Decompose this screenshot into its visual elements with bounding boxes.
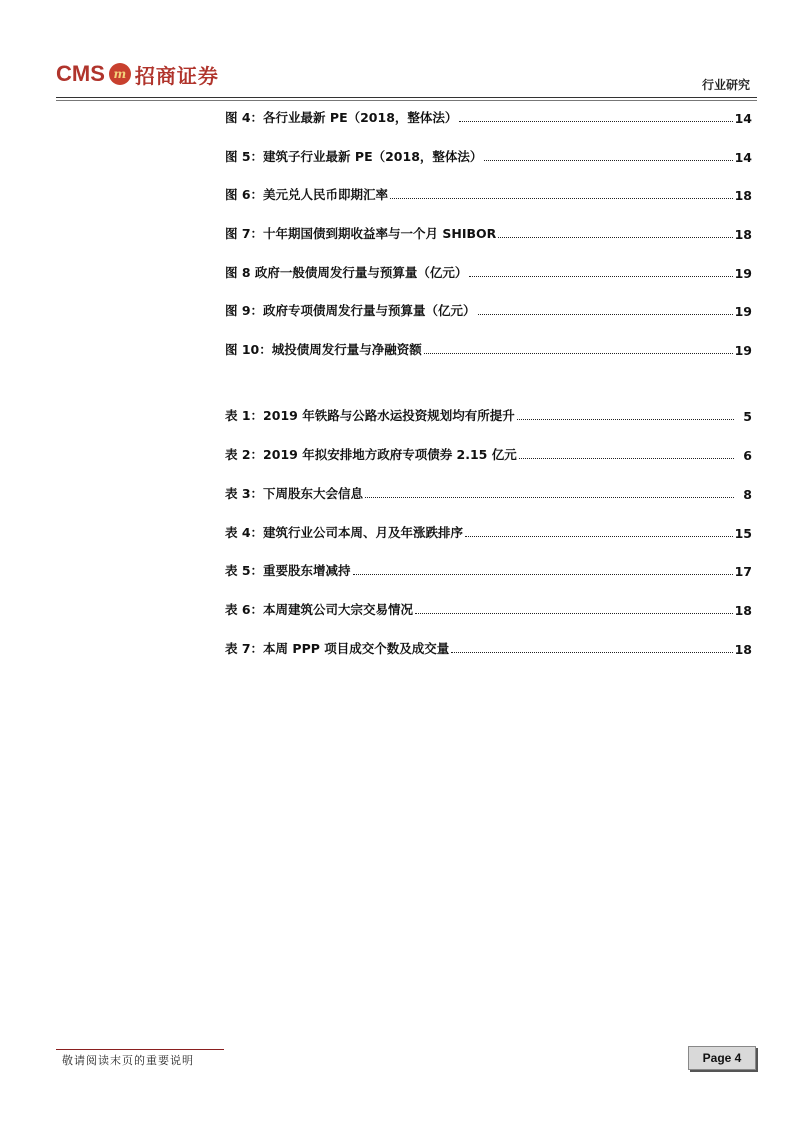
toc-entry-table-2[interactable] [225, 445, 752, 463]
toc-leader-dots [484, 160, 732, 161]
toc-leader-dots [517, 419, 734, 420]
toc-page-number: 19 [734, 266, 752, 281]
toc-page-number: 14 [734, 150, 752, 165]
toc-entry-figure-9[interactable] [225, 301, 752, 319]
header-divider-thin [56, 100, 757, 101]
toc-entry-label: 图 4：各行业最新 PE（2018，整体法） [225, 110, 458, 125]
toc-entry-table-6[interactable] [225, 600, 752, 618]
toc-page-number: 19 [734, 343, 752, 358]
toc-leader-dots [459, 121, 732, 122]
toc-entry-table-5[interactable] [225, 561, 752, 579]
toc-entry-figure-10[interactable] [225, 340, 752, 358]
toc-entry-label: 表 7：本周 PPP 项目成交个数及成交量 [225, 641, 450, 656]
toc-page-number: 8 [743, 487, 752, 502]
toc-entry-label: 图 7：十年期国债到期收益率与一个月 SHIBOR [225, 226, 497, 241]
toc-leader-dots [465, 536, 733, 537]
toc-page-number: 18 [734, 227, 752, 242]
toc-page-number: 17 [734, 564, 752, 579]
toc-entry-figure-4[interactable] [225, 108, 752, 126]
toc-entry-label: 图 5：建筑子行业最新 PE（2018，整体法） [225, 149, 483, 164]
toc-page-number: 18 [734, 603, 752, 618]
toc-entry-figure-5[interactable] [225, 147, 752, 165]
toc-page-number: 5 [743, 409, 752, 424]
toc-entry-table-1[interactable] [225, 406, 752, 424]
toc-entry-table-7[interactable] [225, 639, 752, 657]
toc-entry-label: 表 4：建筑行业公司本周、月及年涨跌排序 [225, 525, 464, 540]
toc-entry-label: 图 6：美元兑人民币即期汇率 [225, 187, 389, 202]
toc-leader-dots [415, 613, 733, 614]
disclaimer-note: 敬请阅读末页的重要说明 [62, 1054, 194, 1067]
header-divider [56, 97, 757, 98]
toc-entry-label: 图 9：政府专项债周发行量与预算量（亿元） [225, 303, 476, 318]
toc-leader-dots [478, 314, 733, 315]
logo-latin-text: CMS [56, 61, 105, 86]
toc-leader-dots [519, 458, 734, 459]
toc-entry-figure-8[interactable] [225, 263, 752, 281]
toc-entry-figure-6[interactable] [225, 185, 752, 203]
page-number-box: Page 4 [688, 1046, 756, 1070]
toc-entry-label: 表 5：重要股东增减持 [225, 563, 351, 578]
toc-page-number: 14 [734, 111, 752, 126]
toc-page-number: 18 [734, 188, 752, 203]
toc-entry-label: 表 3：下周股东大会信息 [225, 486, 364, 501]
logo-emblem-icon: m [109, 63, 131, 85]
toc-entry-label: 表 2：2019 年拟安排地方政府专项债券 2.15 亿元 [225, 447, 517, 462]
toc-page-number: 15 [734, 526, 752, 541]
toc-leader-dots [353, 574, 733, 575]
toc-page-number: 6 [743, 448, 752, 463]
toc-page-number: 18 [734, 642, 752, 657]
toc-entry-figure-7[interactable] [225, 224, 752, 242]
toc-leader-dots [498, 237, 732, 238]
toc-entry-table-4[interactable] [225, 523, 752, 541]
toc-entry-label: 表 6：本周建筑公司大宗交易情况 [225, 602, 414, 617]
toc-entry-label: 图 10：城投债周发行量与净融资额 [225, 342, 422, 357]
toc-leader-dots [451, 652, 732, 653]
toc-leader-dots [365, 497, 734, 498]
toc-entry-table-3[interactable] [225, 484, 752, 502]
toc-leader-dots [469, 276, 732, 277]
toc-page-number: 19 [734, 304, 752, 319]
toc-leader-dots [390, 198, 733, 199]
footer-divider [56, 1049, 224, 1050]
toc-entry-label: 图 8 政府一般债周发行量与预算量（亿元） [225, 265, 468, 280]
toc-leader-dots [424, 353, 733, 354]
company-logo [56, 60, 219, 88]
report-category: 行业研究 [701, 78, 750, 92]
logo-chinese-text: 招商证券 [134, 63, 219, 88]
toc-entry-label: 表 1：2019 年铁路与公路水运投资规划均有所提升 [225, 408, 515, 423]
